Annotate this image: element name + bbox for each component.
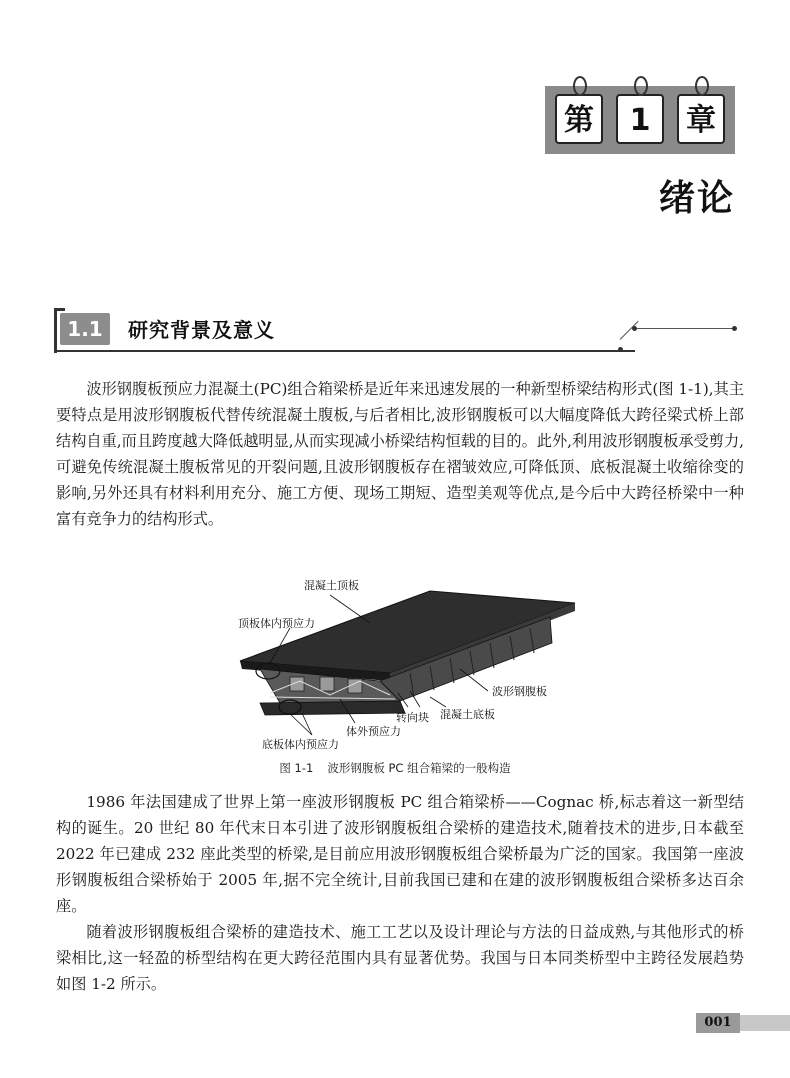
binder-ring-icon xyxy=(695,76,709,96)
section-number: 1.1 xyxy=(60,313,110,345)
section-title: 研究背景及意义 xyxy=(128,318,275,342)
chapter-title: 绪论 xyxy=(658,178,735,219)
chapter-prefix: 第 xyxy=(555,94,603,144)
page-number: 001 xyxy=(696,1013,740,1033)
section-line-upper xyxy=(634,328,734,329)
box-girder-illustration xyxy=(230,573,580,753)
figure-box-girder xyxy=(230,573,580,753)
paragraph-1: 波形钢腹板预应力混凝土(PC)组合箱梁桥是近年来迅速发展的一种新型桥梁结构形式(图 1-1),其主要特点是用波形钢腹板代替传统混凝土腹板,与后者相比,波形钢腹板可以大幅度降低大跨径梁式桥上部结构自重,而且跨度越大降低越明显,从而实现减小桥梁结构恒载的目的。此外,利用波形钢腹板承受剪力,可避免传统混凝土腹板常见的开裂问题,且波形钢腹板存在褶皱效应,可降低顶、底板混凝土收缩徐变的影响,另外还具有材料利用充分、施工方便、现场工期短、造型美观等优点,是今后中大跨径桥梁中一种富有竞争力的结构形式。 xyxy=(56,380,744,528)
chapter-number: 1 xyxy=(616,94,664,144)
label-top-slab: 混凝土顶板 xyxy=(304,579,359,592)
binder-ring-icon xyxy=(573,76,587,96)
chapter-suffix: 章 xyxy=(677,94,725,144)
section-dot-icon xyxy=(732,326,737,331)
section-underline xyxy=(55,350,635,352)
binder-ring-icon xyxy=(634,76,648,96)
label-corrugated-web: 波形钢腹板 xyxy=(492,685,547,698)
chapter-band xyxy=(545,86,735,154)
figure-caption-text: 波形钢腹板 PC 组合箱梁的一般构造 xyxy=(327,761,511,775)
figure-caption xyxy=(0,760,790,776)
figure-caption-number: 图 1-1 xyxy=(279,761,314,775)
label-bottom-internal-prestress: 底板体内预应力 xyxy=(262,738,339,751)
label-external-prestress: 体外预应力 xyxy=(346,725,401,738)
section-dot-icon xyxy=(618,347,623,352)
page-number-bar xyxy=(740,1015,790,1031)
section-dot-icon xyxy=(632,326,637,331)
label-deviator: 转向块 xyxy=(396,711,429,724)
paragraph-3: 随着波形钢腹板组合梁桥的建造技术、施工工艺以及设计理论与方法的日益成熟,与其他形式的桥梁相比,这一轻盈的桥型结构在更大跨径范围内具有显著优势。我国与日本同类桥型中主跨径发展趋势如图 1-2 所示。 xyxy=(56,923,744,993)
paragraph-2: 1986 年法国建成了世界上第一座波形钢腹板 PC 组合箱梁桥——Cognac 桥,标志着这一新型结构的诞生。20 世纪 80 年代末日本引进了波形钢腹板组合梁桥的建造技术,随着技术的进步,日本截至 2022 年已建成 232 座此类型的桥梁,是目前应用波形钢腹板组合梁桥最为广泛的国家。我国第一座波形钢腹板组合梁桥始于 2005 年,据不完全统计,目前我国已建和在建的波形钢腹板组合梁桥多达百余座。 xyxy=(56,793,744,915)
label-bottom-slab: 混凝土底板 xyxy=(440,708,495,721)
label-top-internal-prestress: 顶板体内预应力 xyxy=(238,617,315,630)
